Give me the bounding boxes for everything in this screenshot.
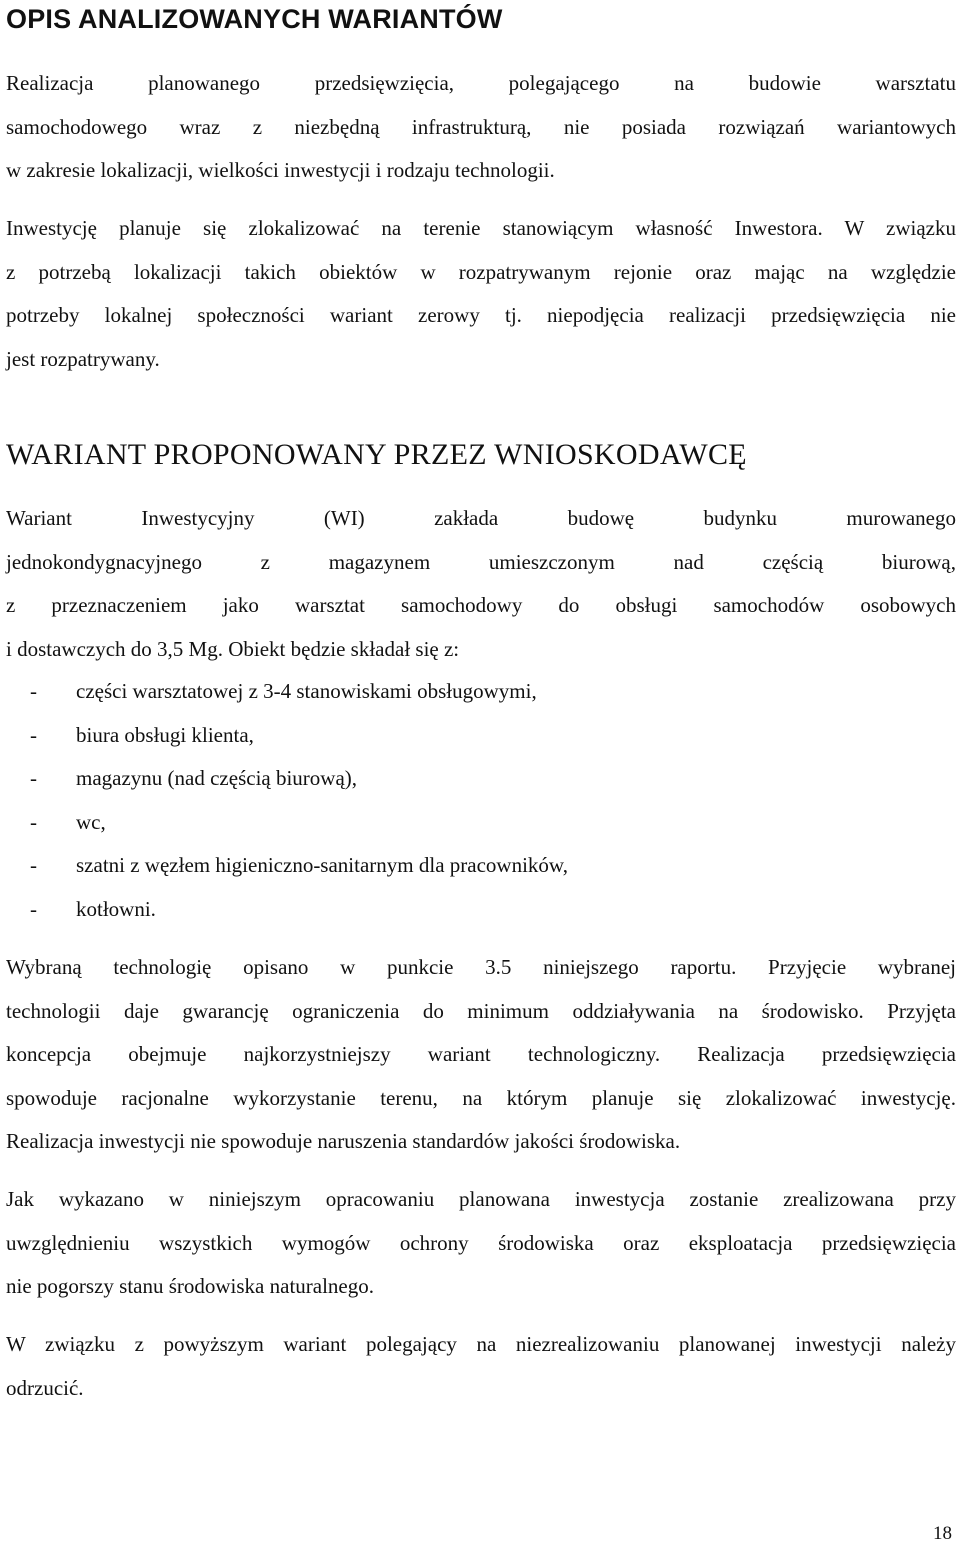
- paragraph-no-alternatives: [6, 62, 956, 193]
- paragraph-conclusion: [6, 1323, 956, 1410]
- text-line: W związku z powyższym wariant polegający na niezrealizowaniu planowanej inwestycji należy: [6, 1332, 956, 1356]
- list-item-text: szatni z węzłem higieniczno-sanitarnym dla pracowników,: [76, 853, 568, 877]
- paragraph-investment-variant: [6, 497, 956, 671]
- list-marker: -: [30, 722, 37, 747]
- section-heading-proposed-variant: WARIANT PROPONOWANY PRZEZ WNIOSKODAWCĘ: [6, 438, 747, 471]
- text-line: potrzeby lokalnej społeczności wariant zerowy tj. niepodjęcia realizacji przedsięwzięcia nie: [6, 303, 956, 327]
- text-line: odrzucić.: [6, 1375, 84, 1400]
- paragraph-technology: [6, 946, 956, 1164]
- list-marker: -: [30, 809, 37, 834]
- text-line: z potrzebą lokalizacji takich obiektów w rozpatrywanym rejonie oraz mając na względzie: [6, 259, 956, 284]
- list-item-text: części warsztatowej z 3-4 stanowiskami obsługowymi,: [76, 679, 537, 703]
- text-line: Realizacja inwestycji nie spowoduje naruszenia standardów jakości środowiska.: [6, 1129, 681, 1153]
- text-line: uwzględnieniu wszystkich wymogów ochrony środowiska oraz eksploatacja przedsięwzięcia: [6, 1230, 956, 1255]
- list-item: [6, 757, 568, 801]
- text-line: nie pogorszy stanu środowiska naturalnego.: [6, 1274, 375, 1298]
- list-marker: -: [30, 853, 37, 877]
- text-line: jest rozpatrywany.: [6, 346, 160, 371]
- text-line: i dostawczych do 3,5 Mg. Obiekt będzie składał się z:: [6, 636, 460, 661]
- section-heading-variants: OPIS ANALIZOWANYCH WARIANTÓW: [6, 4, 503, 34]
- list-marker: -: [30, 679, 37, 703]
- list-item: [6, 801, 568, 845]
- text-line: Wariant Inwestycyjny (WI) zakłada budowę budynku murowanego: [6, 506, 956, 530]
- text-line: spowoduje racjonalne wykorzystanie terenu, na którym planuje się zlokalizować inwestycję.: [6, 1085, 956, 1110]
- page-number: 18: [933, 1523, 952, 1544]
- list-item-text: magazynu (nad częścią biurową),: [76, 766, 358, 790]
- list-item: [6, 670, 568, 714]
- building-components-list: [6, 670, 568, 931]
- list-item: [6, 844, 568, 888]
- text-line: z przeznaczeniem jako warsztat samochodowy do obsługi samochodów osobowych: [6, 593, 956, 617]
- text-line: Realizacja planowanego przedsięwzięcia, polegającego na budowie warsztatu: [6, 71, 956, 95]
- list-item: [6, 714, 568, 758]
- list-item-text: biura obsługi klienta,: [76, 722, 254, 747]
- list-marker: -: [30, 766, 37, 790]
- text-line: koncepcja obejmuje najkorzystniejszy wariant technologiczny. Realizacja przedsięwzięcia: [6, 1042, 956, 1066]
- text-line: Wybraną technologię opisano w punkcie 3.5 niniejszego raportu. Przyjęcie wybranej: [6, 955, 956, 979]
- list-item-text: wc,: [76, 809, 106, 834]
- list-item: [6, 888, 568, 932]
- paragraph-zero-variant: [6, 207, 956, 381]
- text-line: Inwestycję planuje się zlokalizować na terenie stanowiącym własność Inwestora. W związku: [6, 216, 956, 240]
- text-line: technologii daje gwarancję ograniczenia do minimum oddziaływania na środowisko. Przyjęta: [6, 998, 956, 1023]
- paragraph-environment: [6, 1178, 956, 1309]
- list-item-text: kotłowni.: [76, 896, 156, 921]
- text-line: samochodowego wraz z niezbędną infrastrukturą, nie posiada rozwiązań wariantowych: [6, 114, 956, 139]
- list-marker: -: [30, 896, 37, 921]
- text-line: jednokondygnacyjnego z magazynem umieszczonym nad częścią biurową,: [6, 549, 956, 574]
- text-line: w zakresie lokalizacji, wielkości inwestycji i rodzaju technologii.: [6, 158, 555, 182]
- text-line: Jak wykazano w niniejszym opracowaniu planowana inwestycja zostanie zrealizowana przy: [6, 1187, 956, 1211]
